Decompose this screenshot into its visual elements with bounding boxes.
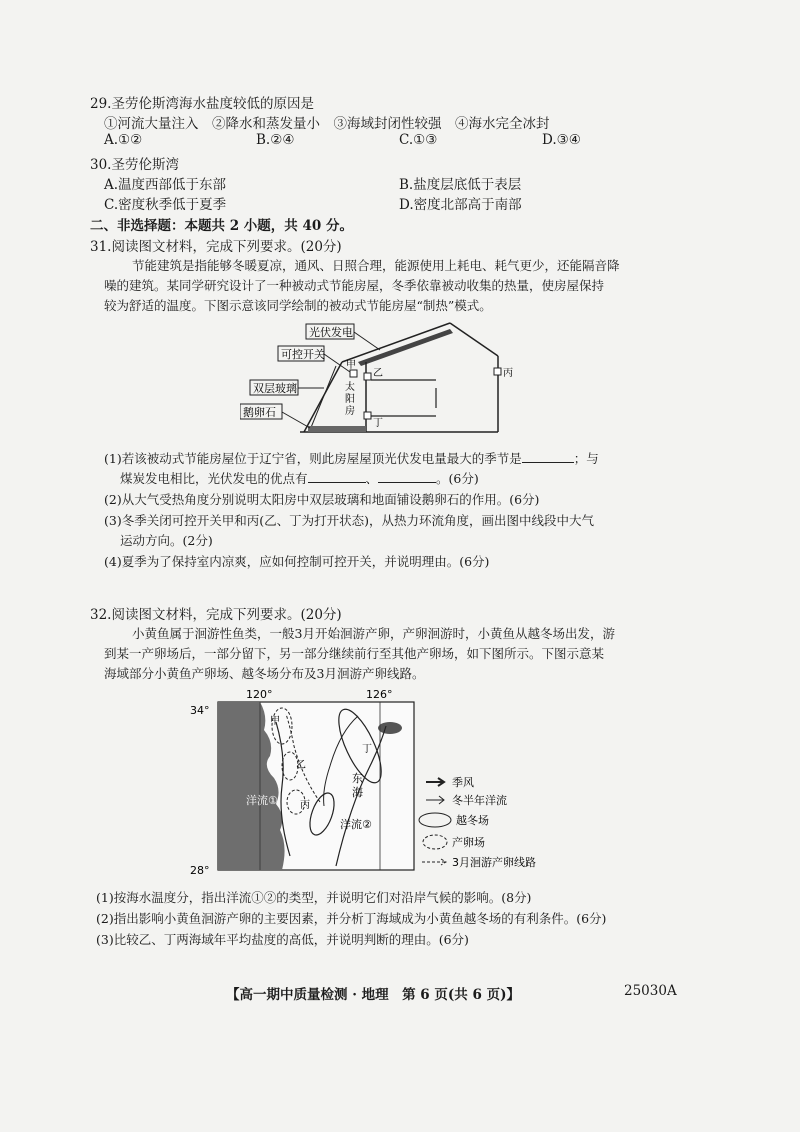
q31-sub1-line2: 煤炭发电相比，光伏发电的优点有 、 。(6分) xyxy=(120,471,479,486)
answer-blank[interactable] xyxy=(308,470,366,483)
q32-stem: 32.阅读图文材料，完成下列要求。(20分) xyxy=(90,607,342,623)
q32-material-line: 到某一产卵场后，一部分留下，另一部分继续前行至其他产卵场，如下图所示。下图示意某 xyxy=(104,646,605,661)
legend-monsoon: 季风 xyxy=(452,776,474,789)
map-label-sea-1: 东 xyxy=(352,772,363,785)
q31-sub3-line1: (3)冬季关闭可控开关甲和丙(乙、丁为打开状态)，从热力环流角度，画出图中线段中大气 xyxy=(104,513,594,528)
q32-sub3: (3)比较乙、丁两海域年平均盐度的高低，并说明判断的理由。(6分) xyxy=(96,932,469,947)
label-jia: 甲 xyxy=(346,360,356,371)
house-diagram xyxy=(240,318,530,440)
solar-panel-icon xyxy=(358,329,453,366)
label-switch: 可控开关 xyxy=(281,348,325,361)
q32-material-line: 小黄鱼属于洄游性鱼类，一般3月开始洄游产卵，产卵洄游时，小黄鱼从越冬场出发，游 xyxy=(132,626,615,641)
q30-stem: 30.圣劳伦斯湾 xyxy=(90,157,179,173)
q29-option-a: A.①② xyxy=(104,132,143,148)
q31-material-line: 节能建筑是指能够冬暖夏凉，通风、日照合理，能源使用上耗电、耗气更少，还能隔音降 xyxy=(132,258,620,273)
q31-material-line: 噪的建筑。某同学研究设计了一种被动式节能房屋，冬季依靠被动收集的热量，使房屋保持 xyxy=(104,278,605,293)
legend-winter-current: 冬半年洋流 xyxy=(452,794,507,807)
label-lat-28: 28° xyxy=(190,864,210,877)
q31-sub2: (2)从大气受热角度分别说明太阳房中双层玻璃和地面铺设鹅卵石的作用。(6分) xyxy=(104,492,540,507)
section-heading: 二、非选择题：本题共 2 小题，共 40 分。 xyxy=(90,218,353,234)
q32-sub1: (1)按海水温度分，指出洋流①②的类型，并说明它们对沿岸气候的影响。(8分) xyxy=(96,890,532,905)
spawning-ground-icon xyxy=(423,835,447,849)
q32-sub2: (2)指出影响小黄鱼洄游产卵的主要因素，并分析丁海域成为小黄鱼越冬场的有利条件。(6分) xyxy=(96,911,607,926)
label-sunroom-2: 阳 xyxy=(345,394,355,405)
label-sunroom-1: 太 xyxy=(345,382,355,393)
label-lat-34: 34° xyxy=(190,704,210,717)
map-label-bing: 丙 xyxy=(300,800,310,811)
q32-material-line: 海域部分小黄鱼产卵场、越冬场分布及3月洄游产卵线路。 xyxy=(104,666,425,681)
q29-stem: 29.圣劳伦斯湾海水盐度较低的原因是 xyxy=(90,96,314,112)
answer-blank[interactable] xyxy=(522,450,574,463)
map-label-current2: 洋流② xyxy=(340,818,372,831)
island xyxy=(378,722,402,734)
sea-map xyxy=(190,686,570,878)
label-bing: 丙 xyxy=(503,368,513,379)
current-arrow-icon xyxy=(426,796,444,804)
switch-yi-icon xyxy=(364,373,371,380)
legend-wintering: 越冬场 xyxy=(456,814,489,827)
map-label-yi: 乙 xyxy=(296,760,306,771)
label-lon-126: 126° xyxy=(366,688,393,701)
footer-title: 【高一期中质量检测 · 地理 第 6 页(共 6 页)】 xyxy=(226,987,520,1003)
q31-material-line: 较为舒适的温度。下图示意该同学绘制的被动式节能房屋“制热”模式。 xyxy=(104,298,492,313)
q31-sub3-line2: 运动方向。(2分) xyxy=(120,533,213,548)
label-sunroom-3: 房 xyxy=(345,406,355,417)
q31-stem: 31.阅读图文材料，完成下列要求。(20分) xyxy=(90,239,342,255)
q29-option-d: D.③④ xyxy=(542,132,581,148)
switch-bing-icon xyxy=(494,368,501,375)
legend-route: 3月洄游产卵线路 xyxy=(452,856,536,869)
label-yi: 乙 xyxy=(373,368,383,379)
wintering-ground-icon xyxy=(419,813,451,827)
legend-spawning: 产卵场 xyxy=(452,836,485,849)
q30-option-b: B.盐度层底低于表层 xyxy=(399,177,522,193)
monsoon-icon xyxy=(426,778,444,786)
map-label-jia: 甲 xyxy=(270,716,280,727)
label-pv: 光伏发电 xyxy=(309,326,353,339)
switch-ding-icon xyxy=(364,412,371,419)
map-legend xyxy=(419,775,536,869)
pebble-layer xyxy=(308,426,366,432)
q30-option-d: D.密度北部高于南部 xyxy=(399,197,522,213)
switch-jia-icon xyxy=(350,370,357,377)
answer-blank[interactable] xyxy=(378,470,436,483)
q31-sub1-line1: (1)若该被动式节能房屋位于辽宁省，则此房屋屋顶光伏发电量最大的季节是 ；与 xyxy=(104,451,599,466)
footer-code: 25030A xyxy=(624,983,677,999)
route-arrow-icon xyxy=(422,859,446,865)
map-label-ding: 丁 xyxy=(362,744,372,755)
q29-option-b: B.②④ xyxy=(256,132,295,148)
q29-option-c: C.①③ xyxy=(399,132,438,148)
q31-sub4: (4)夏季为了保持室内凉爽，应如何控制可控开关，并说明理由。(6分) xyxy=(104,554,490,569)
label-stone: 鹅卵石 xyxy=(243,406,276,419)
q30-option-a: A.温度西部低于东部 xyxy=(104,177,227,193)
label-glass: 双层玻璃 xyxy=(253,382,297,395)
map-label-current1: 洋流① xyxy=(246,794,278,807)
q29-items: ①河流大量注入 ②降水和蒸发量小 ③海域封闭性较强 ④海水完全冰封 xyxy=(104,116,550,132)
label-ding: 丁 xyxy=(373,418,383,429)
q30-option-c: C.密度秋季低于夏季 xyxy=(104,197,227,213)
label-lon-120: 120° xyxy=(246,688,273,701)
map-label-sea-2: 海 xyxy=(352,786,363,799)
